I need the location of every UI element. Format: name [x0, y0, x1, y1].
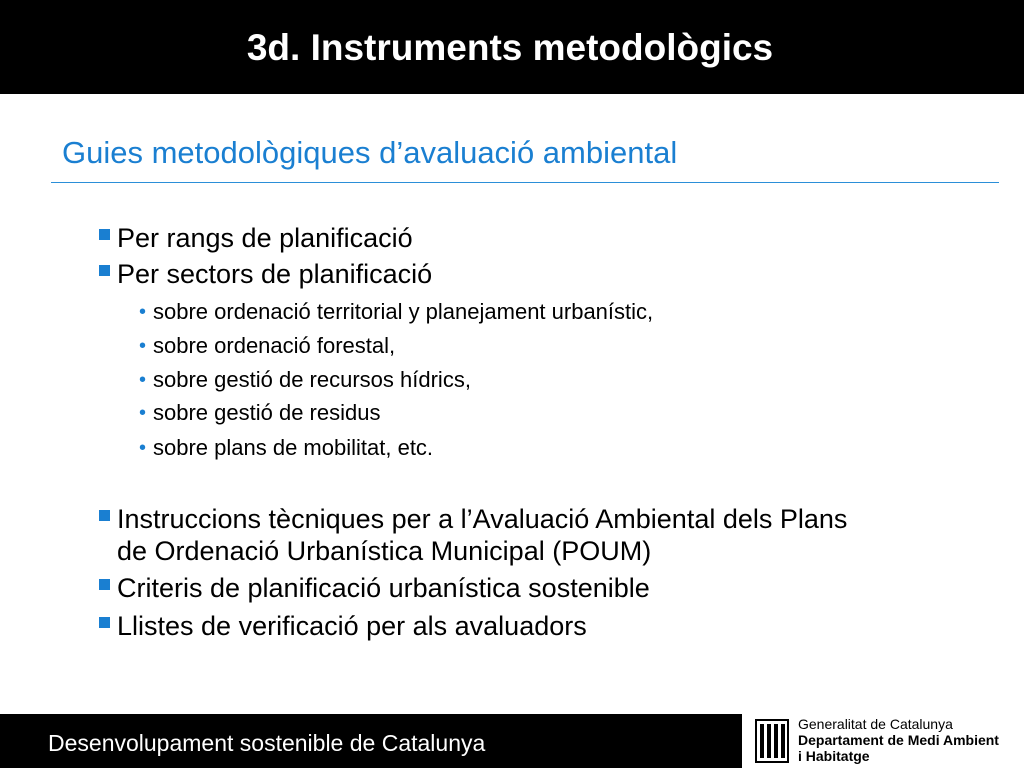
generalitat-emblem-icon [754, 716, 790, 771]
logo-text [798, 716, 999, 764]
logo-line-2: Departament de Medi Ambient [798, 732, 999, 748]
slide-title: 3d. Instruments metodològics [246, 27, 774, 68]
sub-list-item-text: sobre plans de mobilitat, etc. [153, 435, 434, 460]
list-item-text: Per sectors de planificació [117, 259, 433, 289]
sub-list-item-text: sobre ordenació territorial y planejament urbanístic, [153, 299, 654, 324]
list-item-text: Llistes de verificació per als avaluadors [117, 611, 587, 641]
square-bullet-icon [99, 617, 110, 628]
dot-bullet-icon: • [139, 437, 147, 459]
dot-bullet-icon: • [139, 335, 147, 357]
list-item-text: Per rangs de planificació [117, 223, 413, 253]
list-item-text: Instruccions tècniques per a l’Avaluació Ambiental dels Plans [117, 504, 848, 534]
list-item-text: Criteris de planificació urbanística sostenible [117, 573, 650, 603]
section-subtitle: Guies metodològiques d’avaluació ambiental [62, 135, 678, 170]
dot-bullet-icon: • [139, 301, 147, 323]
logo-line-1: Generalitat de Catalunya [798, 716, 953, 732]
dot-bullet-icon: • [139, 369, 147, 391]
footer-text: Desenvolupament sostenible de Catalunya [48, 730, 486, 756]
list-item-text: de Ordenació Urbanística Municipal (POUM) [117, 536, 652, 566]
sub-list-item-text: sobre gestió de recursos hídrics, [153, 367, 471, 392]
square-bullet-icon [99, 229, 110, 240]
square-bullet-icon [99, 510, 110, 521]
sub-list-item-text: sobre gestió de residus [153, 400, 381, 425]
square-bullet-icon [99, 579, 110, 590]
square-bullet-icon [99, 265, 110, 276]
dot-bullet-icon: • [139, 402, 147, 424]
logo-line-3: i Habitatge [798, 748, 870, 764]
sub-list-item-text: sobre ordenació forestal, [153, 333, 396, 358]
